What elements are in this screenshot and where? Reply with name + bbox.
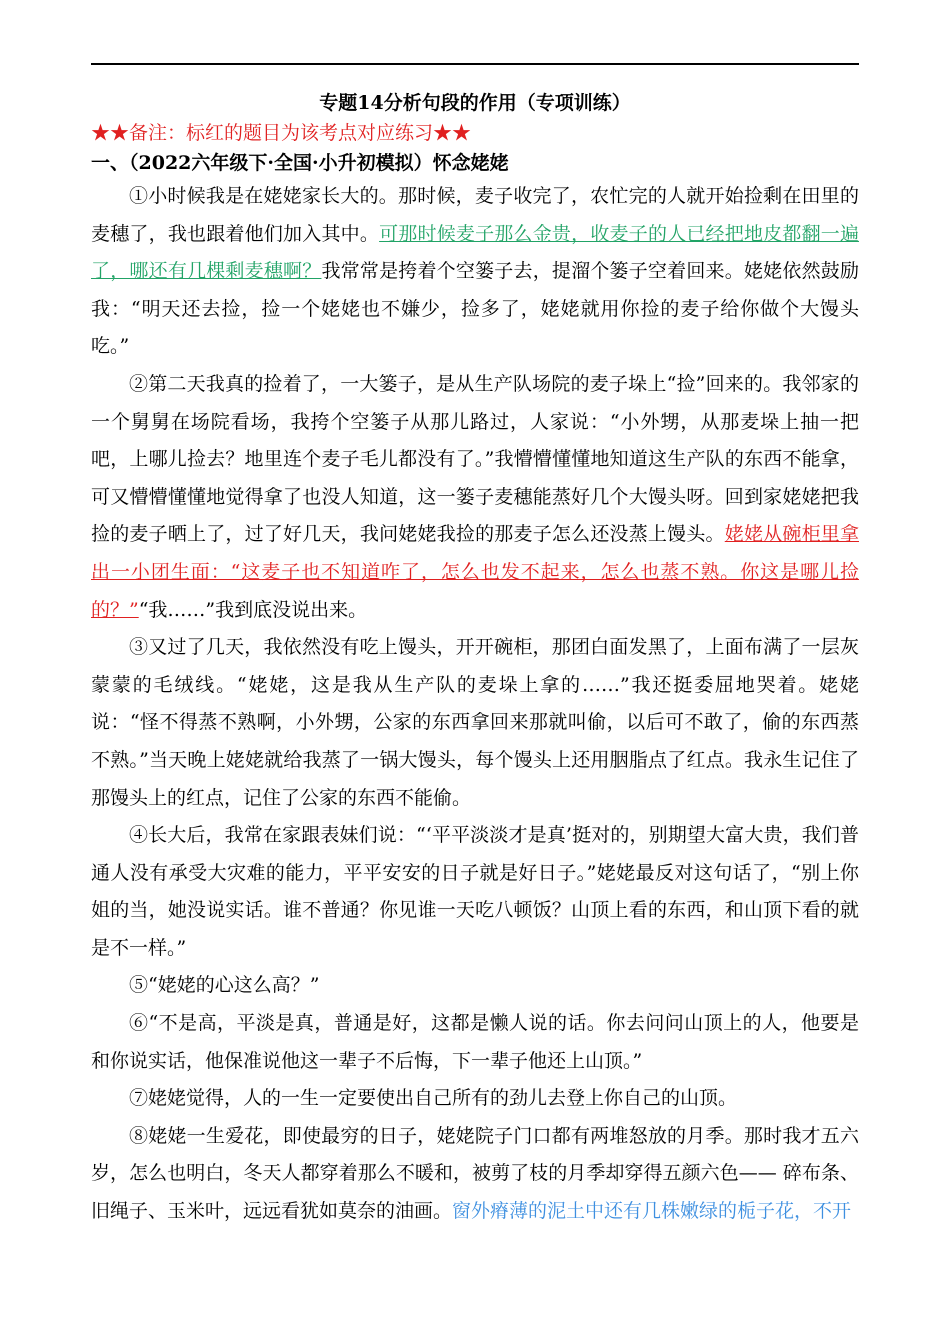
paragraph-8-blue-sentence: 窗外瘠薄的泥土中还有几株嫩绿的栀子花，不开	[452, 1200, 852, 1223]
paragraph-2-text-b: “我……”我到底没说出来。	[138, 598, 368, 621]
section-heading: 一、（2022六年级下·全国·小升初模拟）怀念姥姥	[91, 152, 509, 174]
paragraph-3: ③又过了几天，我依然没有吃上馒头，开开碗柜，那团白面发黑了，上面布满了一层灰蒙蒙的毛绒线。“姥姥，这是我从生产队的麦垛上拿的……”我还挺委屈地哭着。姥姥说：“怪不得蒸不熟啊，小外甥，公家的东西拿回来那就叫偷，以后可不敢了，偷的东西蒸不熟。”当天晚上姥姥就给我蒸了一锅大馒头，每个馒头上还用胭脂点了红点。我永生记住了那馒头上的红点，记住了公家的东西不能偷。	[91, 636, 859, 809]
paragraph-6: ⑥“不是高，平淡是真，普通是好，这都是懒人说的话。你去问问山顶上的人，他要是和你说实话，他保准说他这一辈子不后悔，下一辈子他还上山顶。”	[91, 1012, 859, 1072]
paragraph-7: ⑦姥姥觉得，人的一生一定要使出自己所有的劲儿去登上你自己的山顶。	[129, 1087, 738, 1110]
paragraph-1-text-a: ①小时候我是在姥姥家长大的。那时候，麦子收完了，农忙完的人就开始捡剩在田里的麦穗了，我也跟着他们加入其中。	[91, 185, 859, 245]
red-note: ★★备注：标红的题目为该考点对应练习★★	[91, 122, 472, 144]
page-title: 专题14分析句段的作用（专项训练）	[319, 92, 631, 114]
paragraph-2-red-sentence: 姥姥从碗柜里拿出一小团生面：“这麦子也不知道咋了，怎么也发不起来，怎么也蒸不熟。你这是哪儿捡的？”	[91, 523, 859, 621]
paragraph-8-text-a: ⑧姥姥一生爱花，即使最穷的日子，姥姥院子门口都有两堆怒放的月季。那时我才五六岁，怎么也明白，冬天人都穿着那么不暖和，被剪了枝的月季却穿得五颜六色—— 碎布条、旧绳子、玉米叶，远远看犹如莫奈的油画。	[91, 1124, 859, 1223]
paragraph-1-green-sentence: 可那时候麦子那么金贵，收麦子的人已经把地皮都翻一遍了，哪还有几棵剩麦穗啊？	[91, 222, 859, 283]
paragraph-1-text-b: 我常常是挎着个空篓子去，提溜个篓子空着回来。姥姥依然鼓励我：“明天还去捡，捡一个姥姥也不嫌少，捡多了，姥姥就用你捡的麦子给你做个大馒头吃。”	[91, 260, 859, 358]
paragraph-1	[91, 178, 859, 366]
paragraph-2	[91, 366, 859, 629]
top-rule	[91, 63, 859, 65]
paragraph-4: ④长大后，我常在家跟表妹们说：“‘平平淡淡才是真’挺对的，别期望大富大贵，我们普通人没有承受大灾难的能力，平平安安的日子就是好日子。”姥姥最反对这句话了，“别上你姐的当，她没说实话。谁不普通？你见谁一天吃八顿饭？山顶上看的东西，和山顶下看的就是不一样。”	[91, 824, 859, 959]
paragraph-8	[91, 1118, 859, 1231]
paragraph-2-text-a: ②第二天我真的捡着了，一大篓子，是从生产队场院的麦子垛上“捡”回来的。我邻家的一个舅舅在场院看场，我挎个空篓子从那儿路过，人家说：“小外甥，从那麦垛上抽一把吧，上哪儿捡去？地里连个麦子毛儿都没有了。”我懵懵懂懂地知道这生产队的东西不能拿，可又懵懵懂懂地觉得拿了也没人知道，这一篓子麦穗能蒸好几个大馒头呀。回到家姥姥把我捡的麦子晒上了，过了好几天，我问姥姥我捡的那麦子怎么还没蒸上馒头。	[91, 372, 859, 546]
paragraph-5: ⑤“姥姥的心这么高？”	[129, 974, 320, 997]
document-body	[91, 88, 859, 1231]
